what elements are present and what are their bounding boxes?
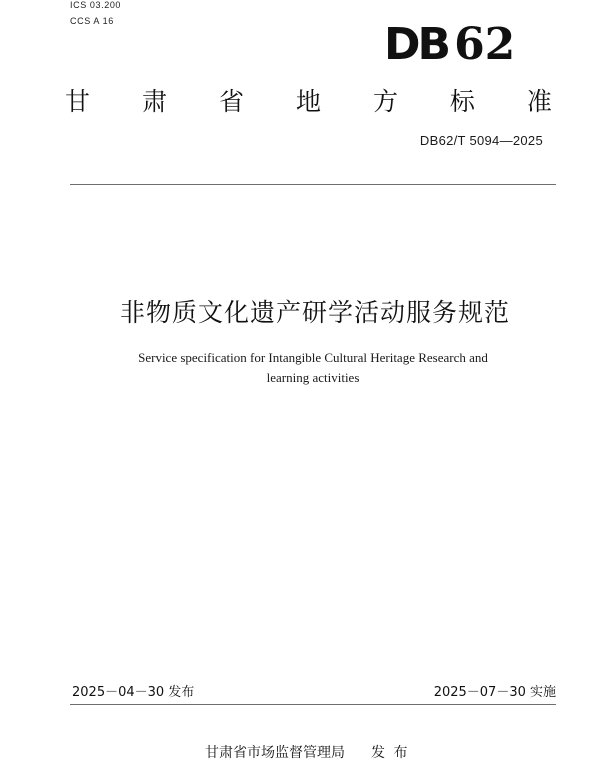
standard-type-char: 地 <box>295 87 321 116</box>
publish-date: 2025－04－30 发布 <box>72 685 195 700</box>
document-title-chinese: 非物质文化遗产研学活动服务规范 <box>119 298 510 327</box>
english-title-line: learning activities <box>266 370 360 385</box>
issuer-action: 发 布 <box>371 745 410 761</box>
standard-type-char: 方 <box>372 87 398 116</box>
footer-divider <box>70 704 556 705</box>
standard-type-char: 标 <box>449 87 475 116</box>
standard-type-heading <box>65 86 552 118</box>
ics-code: ICS 03.200 <box>70 0 122 10</box>
implement-date: 2025－07－30 实施 <box>433 685 556 700</box>
standard-type-char: 省 <box>218 87 244 116</box>
issuing-authority <box>205 744 409 762</box>
ccs-code: CCS A 16 <box>70 16 114 26</box>
db-logo <box>384 19 516 70</box>
english-title-line: Service specification for Intangible Cultural Heritage Research and <box>138 350 488 365</box>
document-title-english <box>26 348 600 388</box>
standard-type-char: 肃 <box>141 87 167 116</box>
standard-type-char: 甘 <box>65 87 91 116</box>
issuer-name: 甘肃省市场监督管理局 <box>205 745 345 761</box>
standard-type-char: 准 <box>526 87 552 116</box>
standard-number: DB62/T 5094—2025 <box>419 133 543 148</box>
db-logo-prefix: DB <box>384 19 449 70</box>
header-divider <box>70 184 556 185</box>
db-logo-number: 62 <box>454 19 516 70</box>
